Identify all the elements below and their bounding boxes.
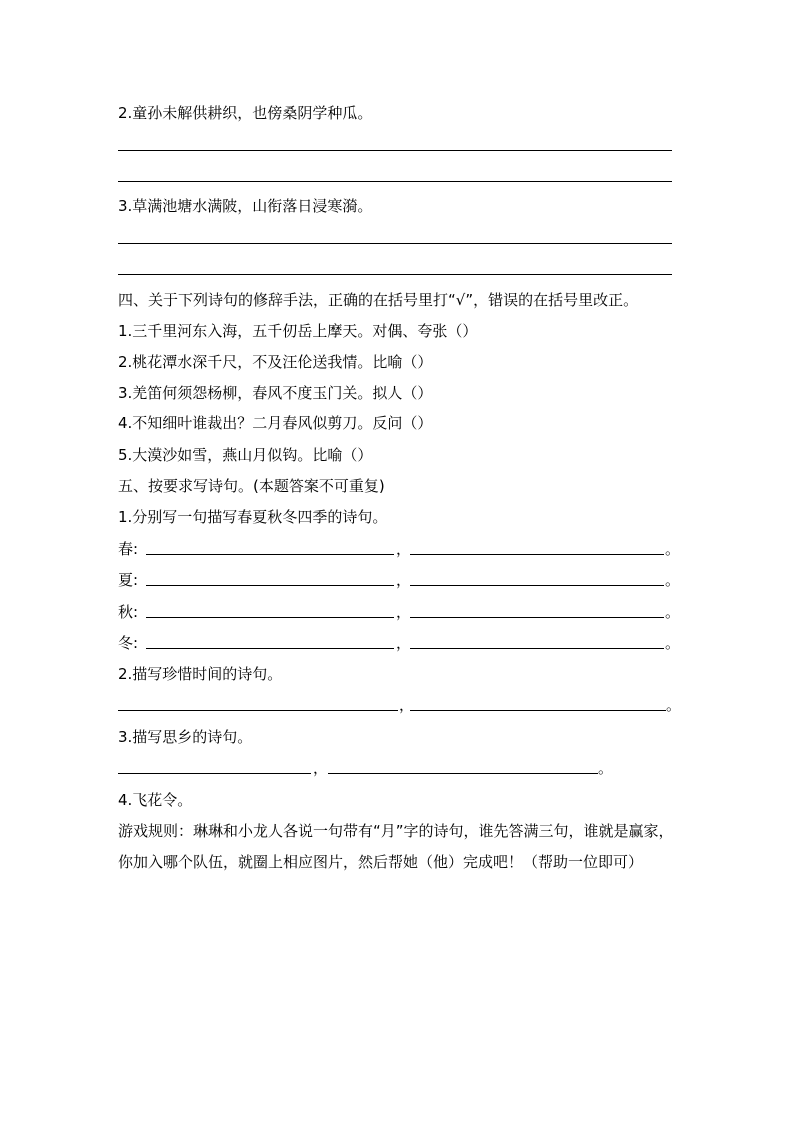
- section-4-heading: 四、关于下列诗句的修辞手法，正确的在括号里打“√”，错误的在括号里改正。: [118, 291, 639, 309]
- section-4-item: 5.大漠沙如雪，燕山月似钩。比喻（）: [118, 446, 373, 464]
- question-3-3: 3.草满池塘水满陂，山衔落日浸寒漪。: [118, 197, 373, 215]
- period: 。: [665, 571, 681, 589]
- season-label-spring: 春:: [118, 540, 139, 558]
- question-5-4: 4.飞花令。: [118, 791, 193, 809]
- section-4-item: 4.不知细叶谁裁出？二月春风似剪刀。反问（）: [118, 414, 433, 432]
- comma: ，: [396, 603, 412, 621]
- answer-line[interactable]: [118, 150, 672, 151]
- season-label-winter: 冬:: [118, 634, 139, 652]
- answer-line[interactable]: [118, 710, 398, 711]
- period: 。: [666, 696, 682, 714]
- answer-line[interactable]: [146, 554, 394, 555]
- section-4-item: 2.桃花潭水深千尺，不及汪伦送我情。比喻（）: [118, 353, 433, 371]
- comma: ，: [396, 540, 412, 558]
- season-label-autumn: 秋:: [118, 603, 139, 621]
- game-rules-paragraph: 游戏规则：琳琳和小龙人各说一句带有“月”字的诗句，谁先答满三句，谁就是赢家，你加入哪个队伍，就圈上相应图片，然后帮她（他）完成吧！（帮助一位即可）: [118, 822, 674, 871]
- comma: ，: [396, 634, 412, 652]
- section-5-heading: 五、按要求写诗句。(本题答案不可重复): [118, 477, 385, 495]
- answer-line[interactable]: [146, 585, 394, 586]
- answer-line[interactable]: [146, 648, 394, 649]
- answer-line[interactable]: [146, 617, 394, 618]
- period: 。: [665, 634, 681, 652]
- answer-line[interactable]: [118, 773, 311, 774]
- question-5-3: 3.描写思乡的诗句。: [118, 728, 253, 746]
- answer-line[interactable]: [410, 554, 664, 555]
- answer-line[interactable]: [118, 181, 672, 182]
- question-5-1: 1.分别写一句描写春夏秋冬四季的诗句。: [118, 508, 388, 526]
- answer-line[interactable]: [328, 773, 598, 774]
- comma: ，: [396, 571, 412, 589]
- section-4-item: 3.羌笛何须怨杨柳，春风不度玉门关。拟人（）: [118, 384, 433, 402]
- answer-line[interactable]: [410, 648, 664, 649]
- comma: ，: [313, 759, 329, 777]
- answer-line[interactable]: [410, 710, 666, 711]
- answer-line[interactable]: [410, 617, 664, 618]
- comma: ，: [399, 696, 415, 714]
- question-5-2: 2.描写珍惜时间的诗句。: [118, 665, 283, 683]
- answer-line[interactable]: [410, 585, 664, 586]
- question-3-2: 2.童孙未解供耕织，也傍桑阴学种瓜。: [118, 104, 373, 122]
- period: 。: [665, 603, 681, 621]
- section-4-item: 1.三千里河东入海，五千仞岳上摩天。对偶、夸张（）: [118, 322, 478, 340]
- answer-line[interactable]: [118, 274, 672, 275]
- answer-line[interactable]: [118, 243, 672, 244]
- period: 。: [665, 540, 681, 558]
- season-label-summer: 夏:: [118, 571, 139, 589]
- period: 。: [598, 759, 614, 777]
